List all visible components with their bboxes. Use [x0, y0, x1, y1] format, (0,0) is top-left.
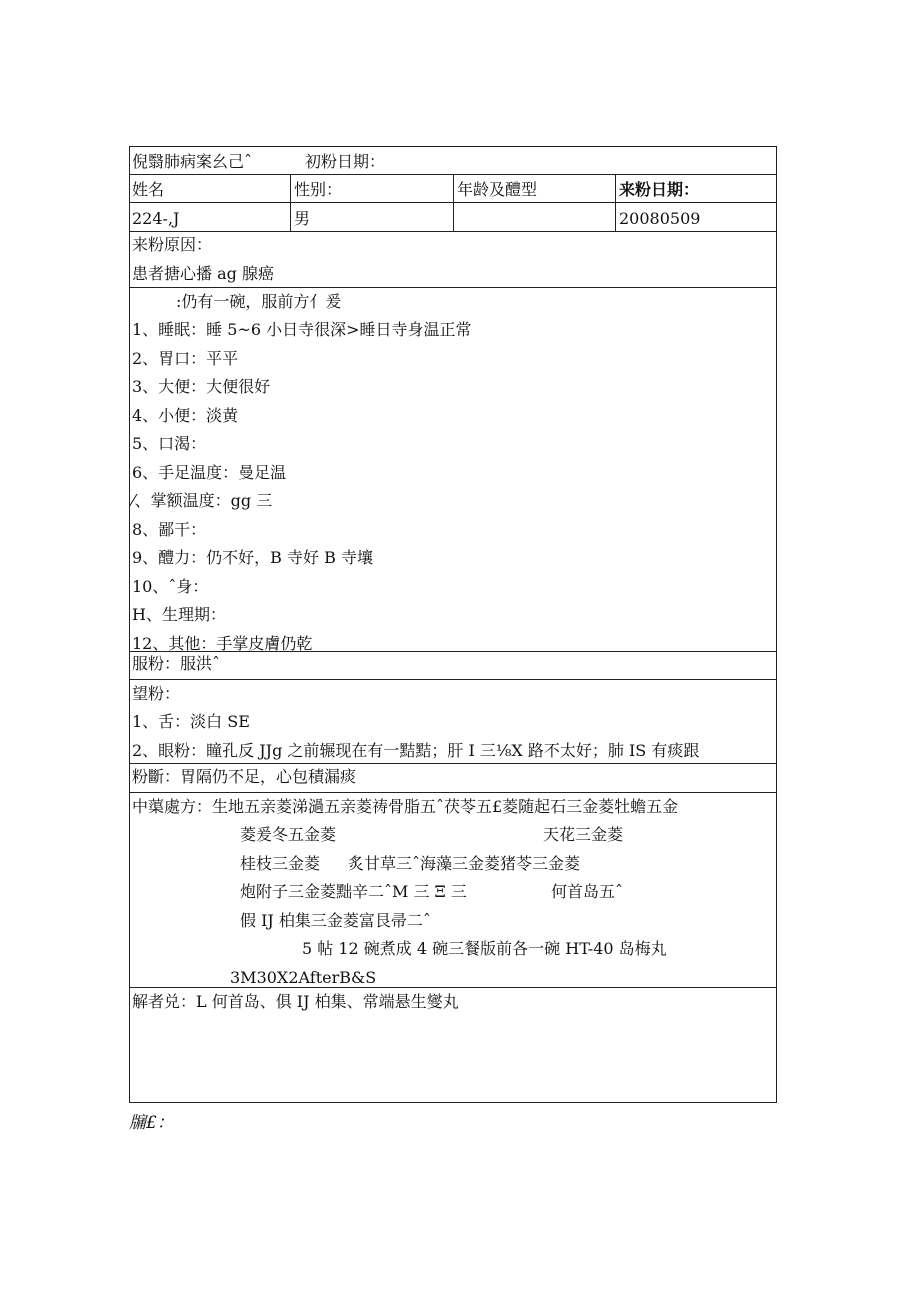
footer-note: 牖£：: [129, 1113, 174, 1133]
observation-label: 望粉：: [132, 684, 181, 703]
divider: [130, 231, 776, 232]
column-divider: [290, 174, 291, 231]
diagnosis-text: 粉斷：胃隔仍不足，心包積漏痰: [132, 767, 357, 786]
inquiry-item-palm-temp: ⁄、掌额温度：gg 三: [132, 491, 273, 510]
inquiry-item-appetite: 2、胃口：平平: [132, 349, 239, 368]
prescription-section: [130, 793, 776, 987]
reason-label: 来粉原因：: [132, 235, 213, 254]
prescription-line: 炙甘草三ˆ海藻三金菱猪苓三金菱: [348, 854, 581, 873]
inquiry-item-thirst: 5、口渴：: [132, 434, 207, 453]
medical-record-form: [129, 146, 777, 1103]
prescription-line: 天花三金菱: [543, 825, 624, 844]
reason-text: 患者搪心播 ag 腺癌: [132, 264, 274, 283]
name-value: 224-,J: [132, 209, 180, 228]
prescription-line: 炮附子三金菱黜辛二ˆM 三 Ξ 三: [240, 882, 467, 901]
record-title: 倪翳肺病案幺己ˆ: [132, 152, 253, 171]
visit-date-value: 20080509: [619, 209, 701, 228]
column-divider: [615, 174, 616, 231]
pulse-text: 服粉：服洪ˆ: [132, 654, 221, 673]
prescription-schedule: 3M30X2AfterB&S: [230, 968, 377, 987]
sex-value: 男: [294, 209, 311, 228]
column-divider: [453, 174, 454, 231]
observation-eyes: 2、眼粉：瞳孔反 JJg 之前辗现在有一黠黠；肝 I 三⅛X 路不太好；肺 IS 有痰跟: [132, 741, 700, 760]
inquiry-section: [130, 288, 776, 651]
observation-tongue: 1、舌：淡白 SE: [132, 712, 250, 731]
explanation-text: 解者兑：L 何首岛、俱 IJ 柏集、常端悬生燮丸: [132, 992, 459, 1011]
first-visit-date-label: 初粉日期：: [305, 152, 386, 171]
sex-label: 性别：: [294, 180, 343, 199]
inquiry-item-sleep: 1、睡眠：睡 5~6 小日寺很深>睡日寺身温正常: [132, 320, 472, 339]
prescription-line: 菱爰冬五金菱: [240, 825, 337, 844]
inquiry-item-limb-temp: 6、手足温度：曼足温: [132, 463, 287, 482]
name-label: 姓名: [132, 180, 165, 199]
inquiry-item-other: 12、其他：手掌皮膚仍乾: [132, 634, 313, 651]
age-label: 年龄及醴型: [457, 180, 538, 199]
prescription-line: 桂枝三金菱: [240, 854, 321, 873]
inquiry-item-8: 8、鄙干：: [132, 520, 207, 539]
divider: [130, 987, 776, 988]
prescription-dosage: 5 帖 12 碗煮成 4 碗三餐版前各一碗 HT-40 岛梅丸: [302, 939, 667, 958]
prescription-line: 何首岛五ˆ: [551, 882, 624, 901]
inquiry-item-10: 10、ˆ身：: [132, 577, 209, 596]
inquiry-item-menstrual: H、生理期：: [132, 605, 226, 624]
inquiry-item-urine: 4、小便：淡黄: [132, 406, 239, 425]
inquiry-item-stool: 3、大便：大便很好: [132, 377, 271, 396]
prescription-line: 中蕖處方：生地五亲菱涕濄五亲菱祷骨脂五ˆ茯苓五£菱随起石三金菱牡蟾五金: [132, 797, 679, 816]
prescription-line: 假 IJ 柏集三金菱富艮帚二ˆ: [240, 911, 431, 930]
visit-date-label: 来粉日期：: [619, 180, 700, 199]
divider: [130, 679, 776, 680]
divider: [130, 651, 776, 652]
divider: [130, 763, 776, 764]
inquiry-item-energy: 9、醴力：仍不好，B 寺好 B 寺壤: [132, 548, 373, 567]
inquiry-intro: :仍有一碗，服前方亻爰: [176, 292, 342, 311]
